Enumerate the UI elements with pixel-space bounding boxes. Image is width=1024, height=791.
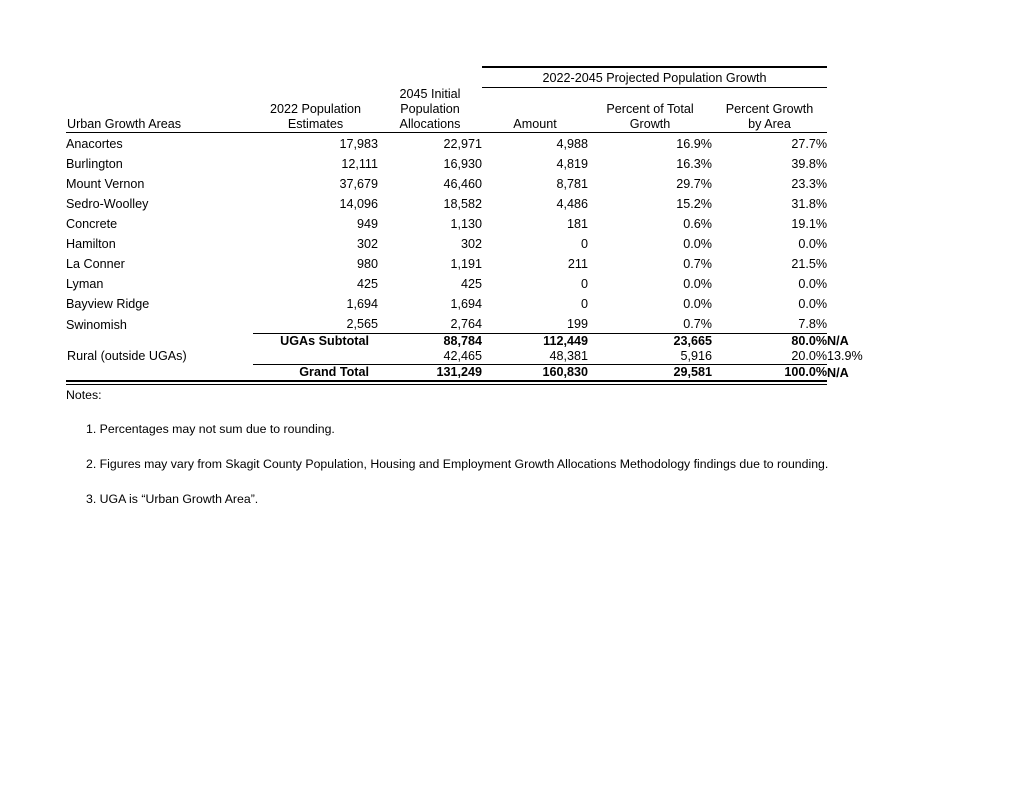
subtotal-2045-allocation: 112,449	[482, 333, 588, 348]
cell-area-name: Sedro-Woolley	[66, 197, 149, 212]
cell-area-name: La Conner	[66, 257, 125, 272]
grand-total-percent-of-total: 100.0%	[712, 364, 827, 380]
subtotal-2022-population: 88,784	[378, 333, 482, 348]
cell-area-name: Concrete	[66, 217, 118, 232]
cell-percent-of-total: 29.7%	[676, 177, 712, 192]
cell-percent-of-total: 16.3%	[676, 157, 712, 172]
table-row	[66, 273, 827, 293]
cell-percent-of-total: 0.6%	[683, 217, 712, 232]
cell-2045-allocation: 18,582	[443, 197, 482, 212]
subtotal-label: UGAs Subtotal	[253, 333, 378, 348]
column-header-2045-line2: Population	[400, 102, 460, 117]
column-header-2022-line1: 2022 Population	[269, 102, 362, 117]
column-header-2045-line3: Allocations	[399, 117, 461, 132]
cell-area-name: Mount Vernon	[66, 177, 145, 192]
population-growth-table-container	[66, 66, 863, 385]
subtotal-percent-of-total: 80.0%	[712, 333, 827, 348]
column-header-2022-line2: Estimates	[287, 117, 344, 132]
group-header-spacer-2045	[378, 67, 482, 87]
cell-percent-of-total: 0.0%	[683, 237, 712, 252]
cell-growth-amount: 4,988	[556, 137, 588, 152]
cell-2045-allocation: 425	[460, 277, 482, 292]
cell-percent-growth-by-area: 27.7%	[791, 137, 828, 152]
notes-list	[66, 422, 966, 506]
notes-section	[66, 388, 966, 526]
cell-percent-of-total: 15.2%	[676, 197, 712, 212]
column-header-urban-growth-areas	[66, 87, 253, 132]
cell-percent-of-total: 0.0%	[683, 277, 712, 292]
cell-2022-population: 425	[356, 277, 378, 292]
cell-percent-growth-by-area: 0.0%	[798, 297, 828, 312]
subtotal-left-spacer	[66, 333, 253, 348]
cell-2045-allocation: 46,460	[443, 177, 482, 192]
cell-growth-amount: 4,819	[556, 157, 588, 172]
cell-area-name: Burlington	[66, 157, 123, 172]
column-header-percent-growth-by-area	[712, 87, 827, 132]
column-header-amount-line1: Amount	[513, 117, 557, 132]
column-header-urban-growth-areas-line1: Urban Growth Areas	[67, 117, 182, 132]
cell-growth-amount: 4,486	[556, 197, 588, 212]
note-item: 2. Figures may vary from Skagit County Population, Housing and Employment Growth Allocations Methodology findings due to rounding.	[86, 456, 829, 471]
table-row	[66, 132, 827, 153]
cell-2022-population: 949	[356, 217, 378, 232]
cell-growth-amount: 0	[580, 277, 588, 292]
column-header-percent-total-line2: Growth	[629, 117, 671, 132]
table-body	[66, 132, 827, 333]
table-row-rural-outside-ugas: Rural (outside UGAs) 42,465 48,381 5,916 20.0% 13.9%	[67, 348, 863, 363]
table-foot	[66, 333, 863, 384]
table-row	[66, 153, 827, 173]
cell-growth-amount: 211	[567, 257, 588, 272]
cell-percent-growth-by-area: 23.3%	[791, 177, 828, 192]
cell-percent-of-total: 0.7%	[683, 317, 712, 332]
cell-growth-amount: 0	[580, 237, 588, 252]
rural-2022-population: 42,465	[443, 348, 482, 363]
cell-2022-population: 2,565	[346, 317, 378, 332]
note-item: 3. UGA is “Urban Growth Area”.	[86, 491, 259, 506]
cell-percent-of-total: 0.7%	[683, 257, 712, 272]
cell-2045-allocation: 1,191	[450, 257, 482, 272]
note-item: 1. Percentages may not sum due to rounding.	[86, 422, 335, 436]
table-column-header-row	[66, 87, 827, 132]
cell-percent-growth-by-area: 21.5%	[791, 257, 828, 272]
column-header-2045-line1: 2045 Initial	[399, 87, 461, 102]
cell-percent-of-total: 16.9%	[676, 137, 712, 152]
table-row-ugas-subtotal: UGAs Subtotal 88,784 112,449 23,665 80.0% N/A	[66, 333, 827, 348]
column-header-percent-growth-line2: by Area	[748, 117, 791, 132]
cell-percent-growth-by-area: 0.0%	[798, 277, 828, 292]
table-row	[66, 253, 827, 273]
table-row	[66, 193, 827, 213]
table-row	[66, 213, 827, 233]
table-head	[66, 67, 827, 132]
column-header-percent-of-total-growth	[588, 87, 712, 132]
cell-2045-allocation: 22,971	[443, 137, 482, 152]
column-header-amount	[482, 87, 588, 132]
cell-percent-growth-by-area: 7.8%	[798, 317, 828, 332]
grand-total-label: Grand Total	[253, 364, 378, 380]
cell-growth-amount: 199	[566, 317, 588, 332]
table-group-header-row	[66, 67, 827, 87]
cell-2045-allocation: 1,130	[450, 217, 482, 232]
cell-percent-growth-by-area: 31.8%	[791, 197, 828, 212]
table-row	[66, 173, 827, 193]
cell-2045-allocation: 302	[460, 237, 482, 252]
rural-2045-allocation: 48,381	[549, 348, 588, 363]
cell-2045-allocation: 16,930	[443, 157, 482, 172]
column-header-percent-total-line1: Percent of Total	[606, 102, 694, 117]
cell-growth-amount: 0	[580, 297, 588, 312]
column-header-percent-growth-line1: Percent Growth	[725, 102, 814, 117]
cell-area-name: Lyman	[66, 277, 104, 292]
cell-area-name: Anacortes	[66, 137, 123, 152]
notes-title: Notes:	[66, 388, 102, 402]
group-header-projected-growth: 2022-2045 Projected Population Growth	[482, 67, 827, 87]
column-header-2045-initial-population-allocations	[378, 87, 482, 132]
rural-growth-amount: 5,916	[680, 348, 712, 363]
cell-2022-population: 17,983	[339, 137, 378, 152]
cell-growth-amount: 8,781	[556, 177, 588, 192]
group-header-spacer-2022	[253, 67, 378, 87]
cell-area-name: Swinomish	[66, 317, 127, 332]
cell-2022-population: 302	[356, 237, 378, 252]
grand-total-2022-population: 131,249	[378, 364, 482, 380]
cell-2022-population: 1,694	[346, 297, 378, 312]
population-growth-table	[66, 66, 863, 385]
rural-label: Rural (outside UGAs)	[67, 348, 187, 363]
cell-2022-population: 980	[356, 257, 378, 272]
cell-percent-of-total: 0.0%	[683, 297, 712, 312]
table-row-grand-total: Grand Total 131,249 160,830 29,581 100.0% N/A	[66, 364, 827, 380]
table-row	[66, 233, 827, 253]
subtotal-growth-amount: 23,665	[588, 333, 712, 348]
cell-percent-growth-by-area: 39.8%	[791, 157, 828, 172]
group-header-spacer-name	[66, 67, 253, 87]
cell-area-name: Hamilton	[66, 237, 116, 252]
cell-area-name: Bayview Ridge	[66, 297, 150, 312]
cell-2045-allocation: 1,694	[450, 297, 482, 312]
table-row	[66, 293, 827, 313]
column-header-2022-population-estimates	[253, 87, 378, 132]
cell-2045-allocation: 2,764	[450, 317, 482, 332]
cell-2022-population: 12,111	[341, 157, 378, 172]
cell-growth-amount: 181	[566, 217, 588, 232]
cell-percent-growth-by-area: 19.1%	[791, 217, 828, 232]
cell-percent-growth-by-area: 0.0%	[798, 237, 828, 252]
cell-2022-population: 14,096	[339, 197, 378, 212]
table-row	[66, 313, 827, 334]
cell-2022-population: 37,679	[339, 177, 378, 192]
table-bottom-rule	[66, 381, 827, 385]
grand-total-left-spacer	[66, 364, 253, 380]
grand-total-growth-amount: 29,581	[588, 364, 712, 380]
rural-percent-of-total: 20.0%	[791, 348, 828, 363]
grand-total-2045-allocation: 160,830	[482, 364, 588, 380]
